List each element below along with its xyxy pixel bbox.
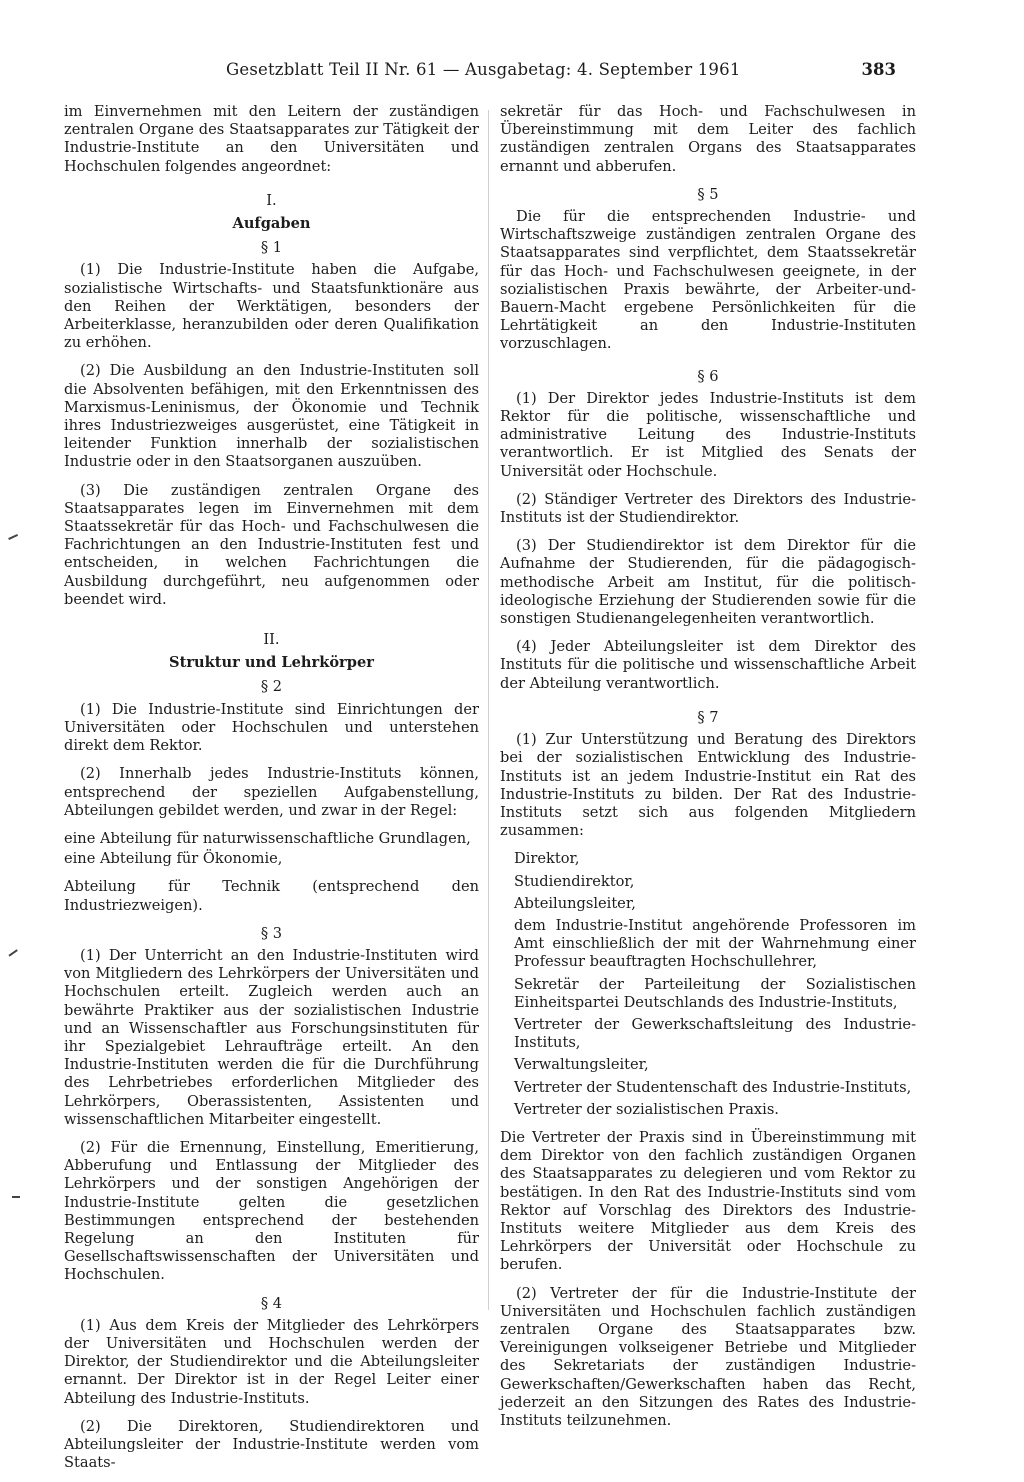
member-list-item: Verwaltungsleiter, xyxy=(514,1056,649,1074)
margin-mark xyxy=(8,949,17,956)
paragraph: (2) Innerhalb jedes Industrie-Instituts können, entsprechend der speziellen Aufgabenstellung, Abteilungen gebildet werden, und zwar in der Regel: xyxy=(64,765,479,819)
member-list-item: Abteilungsleiter, xyxy=(514,894,636,912)
right-column xyxy=(500,103,916,1440)
part-title: Aufgaben xyxy=(232,215,311,233)
list-item: eine Abteilung für naturwissenschaftliche Grundlagen, xyxy=(64,829,471,847)
paragraph: (2) Ständiger Vertreter des Direktors des Industrie-Instituts ist der Studiendirektor. xyxy=(500,490,916,527)
section-mark: § 1 xyxy=(260,239,283,257)
header-title: Gesetzblatt Teil II Nr. 61 — Ausgabetag: 4. September 1961 xyxy=(226,60,741,79)
member-list-item: Vertreter der Studentenschaft des Industrie-Instituts, xyxy=(514,1078,912,1096)
section-mark: § 7 xyxy=(697,708,719,726)
page-header xyxy=(226,60,896,90)
paragraph: Die für die entsprechenden Industrie- und Wirtschaftszweige zuständigen zentralen Organe des Staatsapparates sind verpflichtet, dem Staatssekretär für das Hoch- und Fachschulwesen geeignete, in der sozialistischen Praxis bewährte, der Arbeiter-und-Bauern-Macht ergebene Persönlichkeiten für die Lehrtätigkeit an den Industrie-Instituten vorzuschlagen. xyxy=(500,208,916,353)
member-list-item: Studiendirektor, xyxy=(514,872,635,890)
intro-paragraph: im Einvernehmen mit den Leitern der zuständigen zentralen Organe des Staatsapparates zur Tätigkeit der Industrie-Institute an den Universitäten und Hochschulen folgendes angeordnet: xyxy=(64,103,479,175)
list-item: Abteilung für Technik (entsprechend den Industriezweigen). xyxy=(64,878,479,914)
paragraph: Die Vertreter der Praxis sind in Übereinstimmung mit dem Direktor von den fachlich zuständigen Organen des Staatsapparates zu delegieren und vom Rektor zu bestätigen. In den Rat des Industrie-Instituts sind vom Rektor auf Vorschlag des Direktors des Industrie-Instituts weitere Mitglieder aus dem Kreis des Lehrkörpers der Universität oder Hochschule zu berufen. xyxy=(500,1128,916,1274)
paragraph: (4) Jeder Abteilungsleiter ist dem Direktor des Instituts für die politische und wissenschaftliche Arbeit der Abteilung verantwortlich. xyxy=(500,638,916,692)
paragraph: (1) Der Direktor jedes Industrie-Instituts ist dem Rektor für die politische, wissenschaftliche und administrative Leitung des Industrie-Instituts verantwortlich. Er ist Mitglied des Senats der Universität oder Hochschule. xyxy=(500,389,916,480)
paragraph: (1) Die Industrie-Institute haben die Aufgabe, sozialistische Wirtschafts- und Staatsfunktionäre aus den Reihen der Werktätigen, besonders der Arbeiterklasse, heranzubilden oder deren Qualifikation zu erhöhen. xyxy=(64,261,479,352)
section-mark: § 2 xyxy=(260,678,283,696)
section-mark: § 6 xyxy=(697,367,719,385)
paragraph: (2) Vertreter der für die Industrie-Institute der Universitäten und Hochschulen fachlich zuständigen zentralen Organe des Staatsapparates bzw. Vereinigungen volkseigener Betriebe und Mitglieder des Sekretariats der zuständigen Industrie-Gewerkschaften/Gewerkschaften haben das Recht, jederzeit an den Sitzungen des Rates des Industrie-Instituts teilzunehmen. xyxy=(500,1284,916,1429)
paragraph: (1) Aus dem Kreis der Mitglieder des Lehrkörpers der Universitäten und Hochschulen werden der Direktor, der Studiendirektor und die Abteilungsleiter ernannt. Der Direktor ist in der Regel Leiter einer Abteilung des Industrie-Instituts. xyxy=(64,1316,479,1407)
paragraph: (2) Für die Ernennung, Einstellung, Emeritierung, Abberufung und Entlassung der Mitglieder des Lehrkörpers und der sonstigen Angehörigen der Industrie-Institute gelten die gesetzlichen Bestimmungen entsprechend der bestehenden Regelung an den Instituten für Gesellschaftswissenschaften der Universitäten und Hochschulen. xyxy=(64,1138,479,1284)
part-number: II. xyxy=(263,631,280,649)
member-list-item: Vertreter der sozialistischen Praxis. xyxy=(514,1100,779,1118)
member-list-item: Direktor, xyxy=(514,850,580,868)
part-number: I. xyxy=(266,191,277,209)
member-list-item: dem Industrie-Institut angehörende Professoren im Amt einschließlich der mit der Wahrnehmung einer Professur beauftragten Hochschullehrer, xyxy=(514,916,916,971)
page-number: 383 xyxy=(861,60,896,79)
section-mark: § 3 xyxy=(260,924,283,942)
paragraph: (1) Zur Unterstützung und Beratung des Direktors bei der sozialistischen Entwicklung des Industrie-Instituts ist an jedem Industrie-Institut ein Rat des Industrie-Instituts zu bilden. Der Rat des Industrie-Instituts setzt sich aus folgenden Mitgliedern zusammen: xyxy=(500,731,916,840)
continued-paragraph: sekretär für das Hoch- und Fachschulwesen in Übereinstimmung mit dem Leiter des fachlich zuständigen zentralen Organs des Staatsapparates ernannt und abberufen. xyxy=(500,103,916,175)
paragraph: (2) Die Direktoren, Studiendirektoren und Abteilungsleiter der Industrie-Institute werden vom Staats- xyxy=(64,1417,479,1472)
margin-mark xyxy=(12,1196,20,1198)
part-title: Struktur und Lehrkörper xyxy=(169,654,374,672)
paragraph: (3) Die zuständigen zentralen Organe des Staatsapparates legen im Einvernehmen mit dem Staatssekretär für das Hoch- und Fachschulwesen die Fachrichtungen an den Industrie-Instituten fest und entscheiden, in welchen Fachrichtungen die Ausbildung durchgeführt, neu aufgenommen oder beendet wird. xyxy=(64,481,479,608)
left-column xyxy=(64,103,479,1482)
paragraph: (2) Die Ausbildung an den Industrie-Instituten soll die Absolventen befähigen, mit den Erkenntnissen des Marxismus-Leninismus, der Ökonomie und Technik ihres Industriezweiges ausgerüstet, eine Tätigkeit in leitender Funktion innerhalb der sozialistischen Industrie oder in den Staatsorganen auszuüben. xyxy=(64,362,479,471)
member-list-item: Vertreter der Gewerkschaftsleitung des Industrie-Instituts, xyxy=(514,1015,916,1052)
column-divider xyxy=(488,110,489,1310)
paragraph: (1) Der Unterricht an den Industrie-Instituten wird von Mitgliedern des Lehrkörpers der Universitäten und Hochschulen erteilt. Zugleich werden auch an bewährte Praktiker aus der sozialistischen Industrie und an Wissenschaftler aus Forschungsinstituten für ihr Spezialgebiet Lehraufträge erteilt. An den Industrie-Instituten werden die für die Durchführung des Lehrbetriebes erforderlichen Mitglieder des Lehrkörpers, Oberassistenten, Assistenten und wissenschaftlichen Mitarbeiter eingestellt. xyxy=(64,946,479,1128)
margin-mark xyxy=(8,534,18,540)
section-mark: § 4 xyxy=(260,1294,283,1312)
paragraph: (3) Der Studiendirektor ist dem Direktor für die Aufnahme der Studierenden, für die pädagogisch-methodische Arbeit am Institut, für die politisch-ideologische Erziehung der Studierenden sowie für die sonstigen Studienangelegenheiten verantwortlich. xyxy=(500,537,916,628)
member-list-item: Sekretär der Parteileitung der Sozialistischen Einheitspartei Deutschlands des Industrie-Instituts, xyxy=(514,975,916,1011)
section-mark: § 5 xyxy=(697,185,719,203)
list-item: eine Abteilung für Ökonomie, xyxy=(64,850,283,868)
paragraph: (1) Die Industrie-Institute sind Einrichtungen der Universitäten oder Hochschulen und unterstehen direkt dem Rektor. xyxy=(64,700,479,755)
